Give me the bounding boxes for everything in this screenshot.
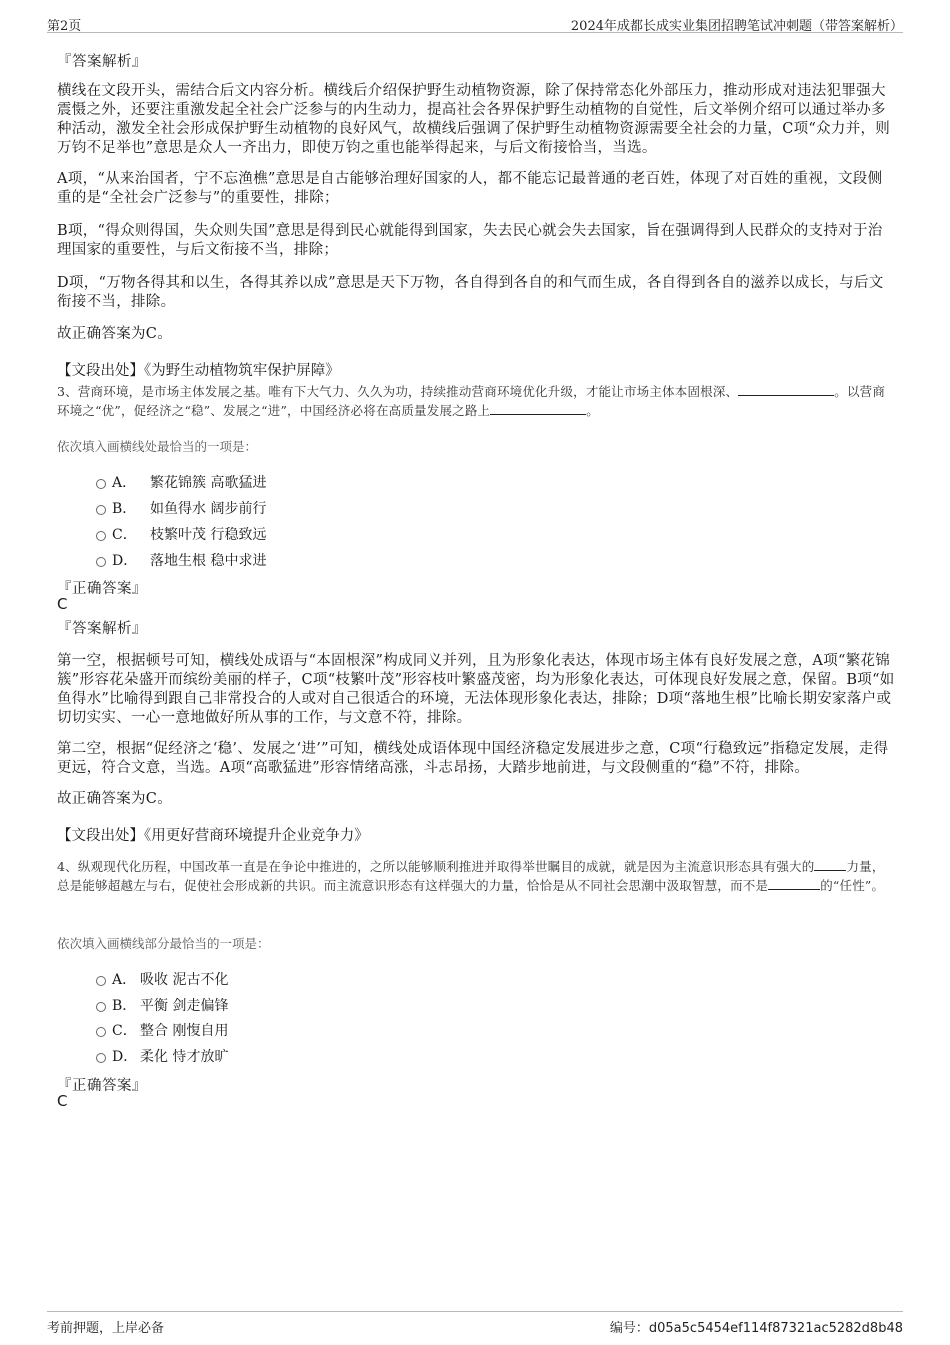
q4-option-d[interactable]: D． 柔化 恃才放旷 bbox=[96, 1046, 228, 1066]
q4-option-c[interactable]: C． 整合 刚愎自用 bbox=[96, 1020, 228, 1040]
answer-blank bbox=[490, 402, 586, 415]
q3-number: 3、 bbox=[57, 384, 78, 399]
q3-analysis-label: 『答案解析』 bbox=[57, 621, 147, 637]
radio-icon[interactable] bbox=[96, 1053, 106, 1063]
q3-source: 【文段出处】《用更好营商环境提升企业竞争力》 bbox=[57, 828, 369, 844]
q2-analysis-paragraph: D项，“万物各得其和以生，各得其养以成”意思是天下万物，各自得到各自的和气而生成，各自得到各自的滋养以成长，与后文衔接不当，排除。 bbox=[57, 275, 884, 310]
page-header bbox=[47, 10, 903, 33]
q2-analysis-label: 『答案解析』 bbox=[57, 54, 147, 70]
q2-analysis-paragraph: A项，“从来治国者，宁不忘渔樵”意思是自古能够治理好国家的人，都不能忘记最普通的老百姓，体现了对百姓的重视，文段侧重的是“全社会广泛参与”的重要性，排除； bbox=[57, 171, 883, 206]
q4-answer: C bbox=[57, 1092, 68, 1110]
q3-answer-label: 『正确答案』 bbox=[57, 581, 147, 597]
radio-icon[interactable] bbox=[96, 479, 106, 489]
q3-option-c[interactable]: C． 枝繁叶茂 行稳致远 bbox=[96, 524, 266, 544]
q2-analysis-paragraph: B项，“得众则得国，失众则失国”意思是得到民心就能得到国家，失去民心就会失去国家，旨在强调得到人民群众的支持对于治理国家的重要性，与后文衔接不当，排除； bbox=[57, 223, 883, 258]
q3-analysis-paragraph: 第一空，根据顿号可知，横线处成语与“本固根深”构成同义并列，且为形象化表达，体现市场主体有良好发展之意，A项“繁花锦簇”形容花朵盛开而缤纷美丽的样子，C项“枝繁叶茂”形容枝叶繁盛茂密，均为形象化表达，可体现良好发展之意，保留。B项“如鱼得水”比喻得到跟自己非常投合的人或对自己很适合的环境，无法体现形象化表达，排除；D项“落地生根”比喻长期安家落户或切切实实、一心一意地做好所从事的工作，与文意不符，排除。 bbox=[57, 653, 895, 726]
radio-icon[interactable] bbox=[96, 1027, 106, 1037]
radio-icon[interactable] bbox=[96, 531, 106, 541]
q4-option-b[interactable]: B． 平衡 剑走偏锋 bbox=[96, 995, 228, 1015]
q2-conclusion: 故正确答案为C。 bbox=[57, 326, 172, 342]
q3-option-d[interactable]: D． 落地生根 稳中求进 bbox=[96, 550, 266, 570]
q4-option-a[interactable]: A． 吸收 泥古不化 bbox=[96, 969, 228, 989]
q3-option-a[interactable]: A． 繁花锦簇 高歌猛进 bbox=[96, 472, 266, 492]
radio-icon[interactable] bbox=[96, 976, 106, 986]
document-title: 2024年成都长成实业集团招聘笔试冲刺题（带答案解析） bbox=[570, 19, 903, 34]
q3-answer: C bbox=[57, 595, 68, 613]
radio-icon[interactable] bbox=[96, 557, 106, 567]
q4-answer-label: 『正确答案』 bbox=[57, 1078, 147, 1094]
q4-stem: 4、纵观现代化历程，中国改革一直是在争论中推进的，之所以能够顺利推进并取得举世瞩目的成就，就是因为主流意识形态具有强大的 力量，总是能够超越左与右，促使社会形成新的共识。而主流意识形态有这样强大的力量，恰恰是从不同社会思潮中汲取智慧，而不是 的“任性”。 bbox=[57, 859, 885, 893]
answer-blank bbox=[814, 858, 846, 871]
q4-number: 4、 bbox=[57, 859, 78, 874]
q3-stem: 3、营商环境，是市场主体发展之基。唯有下大气力、久久为功，持续推动营商环境优化升级，才能让市场主体本固根深、 。以营商环境之“优”，促经济之“稳”、发展之“进”，中国经济必将在高质量发展之路上 。 bbox=[57, 384, 886, 418]
q3-prompt: 依次填入画横线处最恰当的一项是： bbox=[57, 439, 258, 454]
q2-source: 【文段出处】《为野生动植物筑牢保护屏障》 bbox=[57, 363, 340, 379]
q3-conclusion: 故正确答案为C。 bbox=[57, 791, 172, 807]
page-footer bbox=[47, 1311, 903, 1338]
document-code: 编号：d05a5c5454ef114f87321ac5282d8b48 bbox=[609, 1321, 903, 1336]
q3-option-b[interactable]: B． 如鱼得水 阔步前行 bbox=[96, 498, 266, 518]
answer-blank bbox=[738, 383, 834, 396]
radio-icon[interactable] bbox=[96, 1002, 106, 1012]
page-number: 第2页 bbox=[47, 19, 82, 34]
q2-analysis-paragraph: 横线在文段开头，需结合后文内容分析。横线后介绍保护野生动植物资源，除了保持常态化外部压力，推动形成对违法犯罪强大震慑之外，还要注重激发起全社会广泛参与的内生动力，提高社会各界保护野生动植物的自觉性，后文举例介绍可以通过举办多种活动，激发全社会形成保护野生动植物的良好风气，故横线后强调了保护野生动植物资源需要全社会的力量，C项“众力并，则万钧不足举也”意思是众人一齐出力，即使万钧之重也能举得起来，与后文衔接恰当，当选。 bbox=[57, 83, 891, 156]
footer-slogan: 考前押题，上岸必备 bbox=[47, 1321, 165, 1336]
q4-prompt: 依次填入画横线部分最恰当的一项是： bbox=[57, 936, 270, 951]
answer-blank bbox=[768, 877, 820, 890]
q3-analysis-paragraph: 第二空，根据“促经济之‘稳’、发展之‘进’”可知，横线处成语体现中国经济稳定发展进步之意，C项“行稳致远”指稳定发展，走得更远，符合文意，当选。A项“高歌猛进”形容情绪高涨，斗志昂扬，大踏步地前进，与文段侧重的“稳”不符，排除。 bbox=[57, 741, 889, 776]
radio-icon[interactable] bbox=[96, 505, 106, 515]
